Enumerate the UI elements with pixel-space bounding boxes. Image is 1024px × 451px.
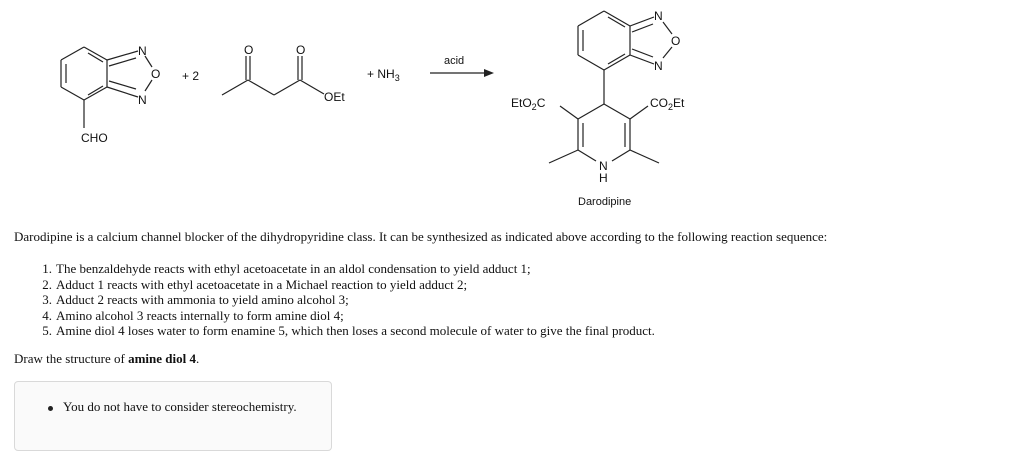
reaction-steps-list — [28, 261, 928, 339]
prod-ring-n-bottom: N — [654, 59, 663, 73]
step-item — [28, 323, 928, 339]
question-suffix: . — [195, 351, 200, 366]
step-item — [28, 261, 928, 277]
ammonia-label — [367, 67, 400, 83]
prod-ring-nh-n: N — [599, 159, 608, 173]
r2-ester-group: OEt — [324, 90, 345, 104]
step-item — [28, 308, 928, 324]
step-number: 4. — [42, 307, 52, 323]
prod-ring-n-top: N — [654, 9, 663, 23]
step-item — [28, 292, 928, 308]
step-text: Amine diol 4 loses water to form enamine 5, which then loses a second molecule of water to give the final product. — [56, 323, 655, 338]
step-text: The benzaldehyde reacts with ethyl acetoacetate in an aldol condensation to yield adduct 1; — [56, 261, 531, 276]
question-prompt — [14, 351, 914, 367]
ammonia-prefix: + NH — [367, 67, 395, 81]
step-item — [28, 277, 928, 293]
step-text: Adduct 1 reacts with ethyl acetoacetate in a Michael reaction to yield adduct 2; — [56, 276, 468, 292]
prod-right-ester-sub: 2 — [668, 102, 674, 112]
arrow-label: acid — [444, 55, 465, 67]
r2-carbonyl-o2: O — [296, 43, 306, 57]
prod-right-ester — [650, 96, 685, 112]
product-darodipine-structure — [549, 11, 672, 163]
plus-two-label: + 2 — [182, 69, 200, 83]
hint-box — [14, 381, 332, 451]
r1-ring-n-bottom: N — [138, 93, 147, 107]
r2-carbonyl-o1: O — [244, 43, 254, 57]
r1-ring-o: O — [151, 67, 161, 81]
r1-cho-label: CHO — [81, 131, 108, 145]
step-text: Adduct 2 reacts with ammonia to yield amino alcohol 3; — [56, 292, 349, 307]
ammonia-subscript: 3 — [394, 73, 400, 83]
question-target: amine diol 4 — [128, 351, 196, 366]
prod-left-ester-suffix: C — [536, 96, 546, 110]
step-number: 3. — [42, 292, 52, 307]
step-text: Amino alcohol 3 reacts internally to form amine diol 4; — [56, 307, 344, 323]
question-prefix: Draw the structure of — [14, 351, 129, 366]
prod-right-ester-prefix: CO — [650, 96, 668, 110]
bullet-icon — [48, 406, 53, 411]
prod-ring-nh-h: H — [599, 171, 608, 185]
prod-left-ester-sub: 2 — [531, 102, 537, 112]
reactant-ethyl-acetoacetate — [222, 56, 324, 95]
step-number: 5. — [42, 323, 52, 338]
reactant-benzofurazan-aldehyde — [61, 47, 152, 128]
step-number: 1. — [42, 261, 52, 276]
step-number: 2. — [42, 276, 52, 292]
reaction-scheme — [0, 0, 1024, 215]
reaction-arrow — [430, 69, 494, 77]
prod-left-ester-prefix: EtO — [511, 96, 532, 110]
product-name: Darodipine — [578, 196, 632, 208]
intro-paragraph: Darodipine is a calcium channel blocker of the dihydropyridine class. It can be synthesized as indicated above according to the following reaction sequence: — [14, 229, 828, 244]
r1-ring-n-top: N — [138, 44, 147, 58]
prod-left-ester — [511, 96, 546, 112]
hint-text: You do not have to consider stereochemistry. — [63, 399, 297, 414]
prod-right-ester-suffix: Et — [673, 96, 685, 110]
prod-ring-o: O — [671, 34, 681, 48]
